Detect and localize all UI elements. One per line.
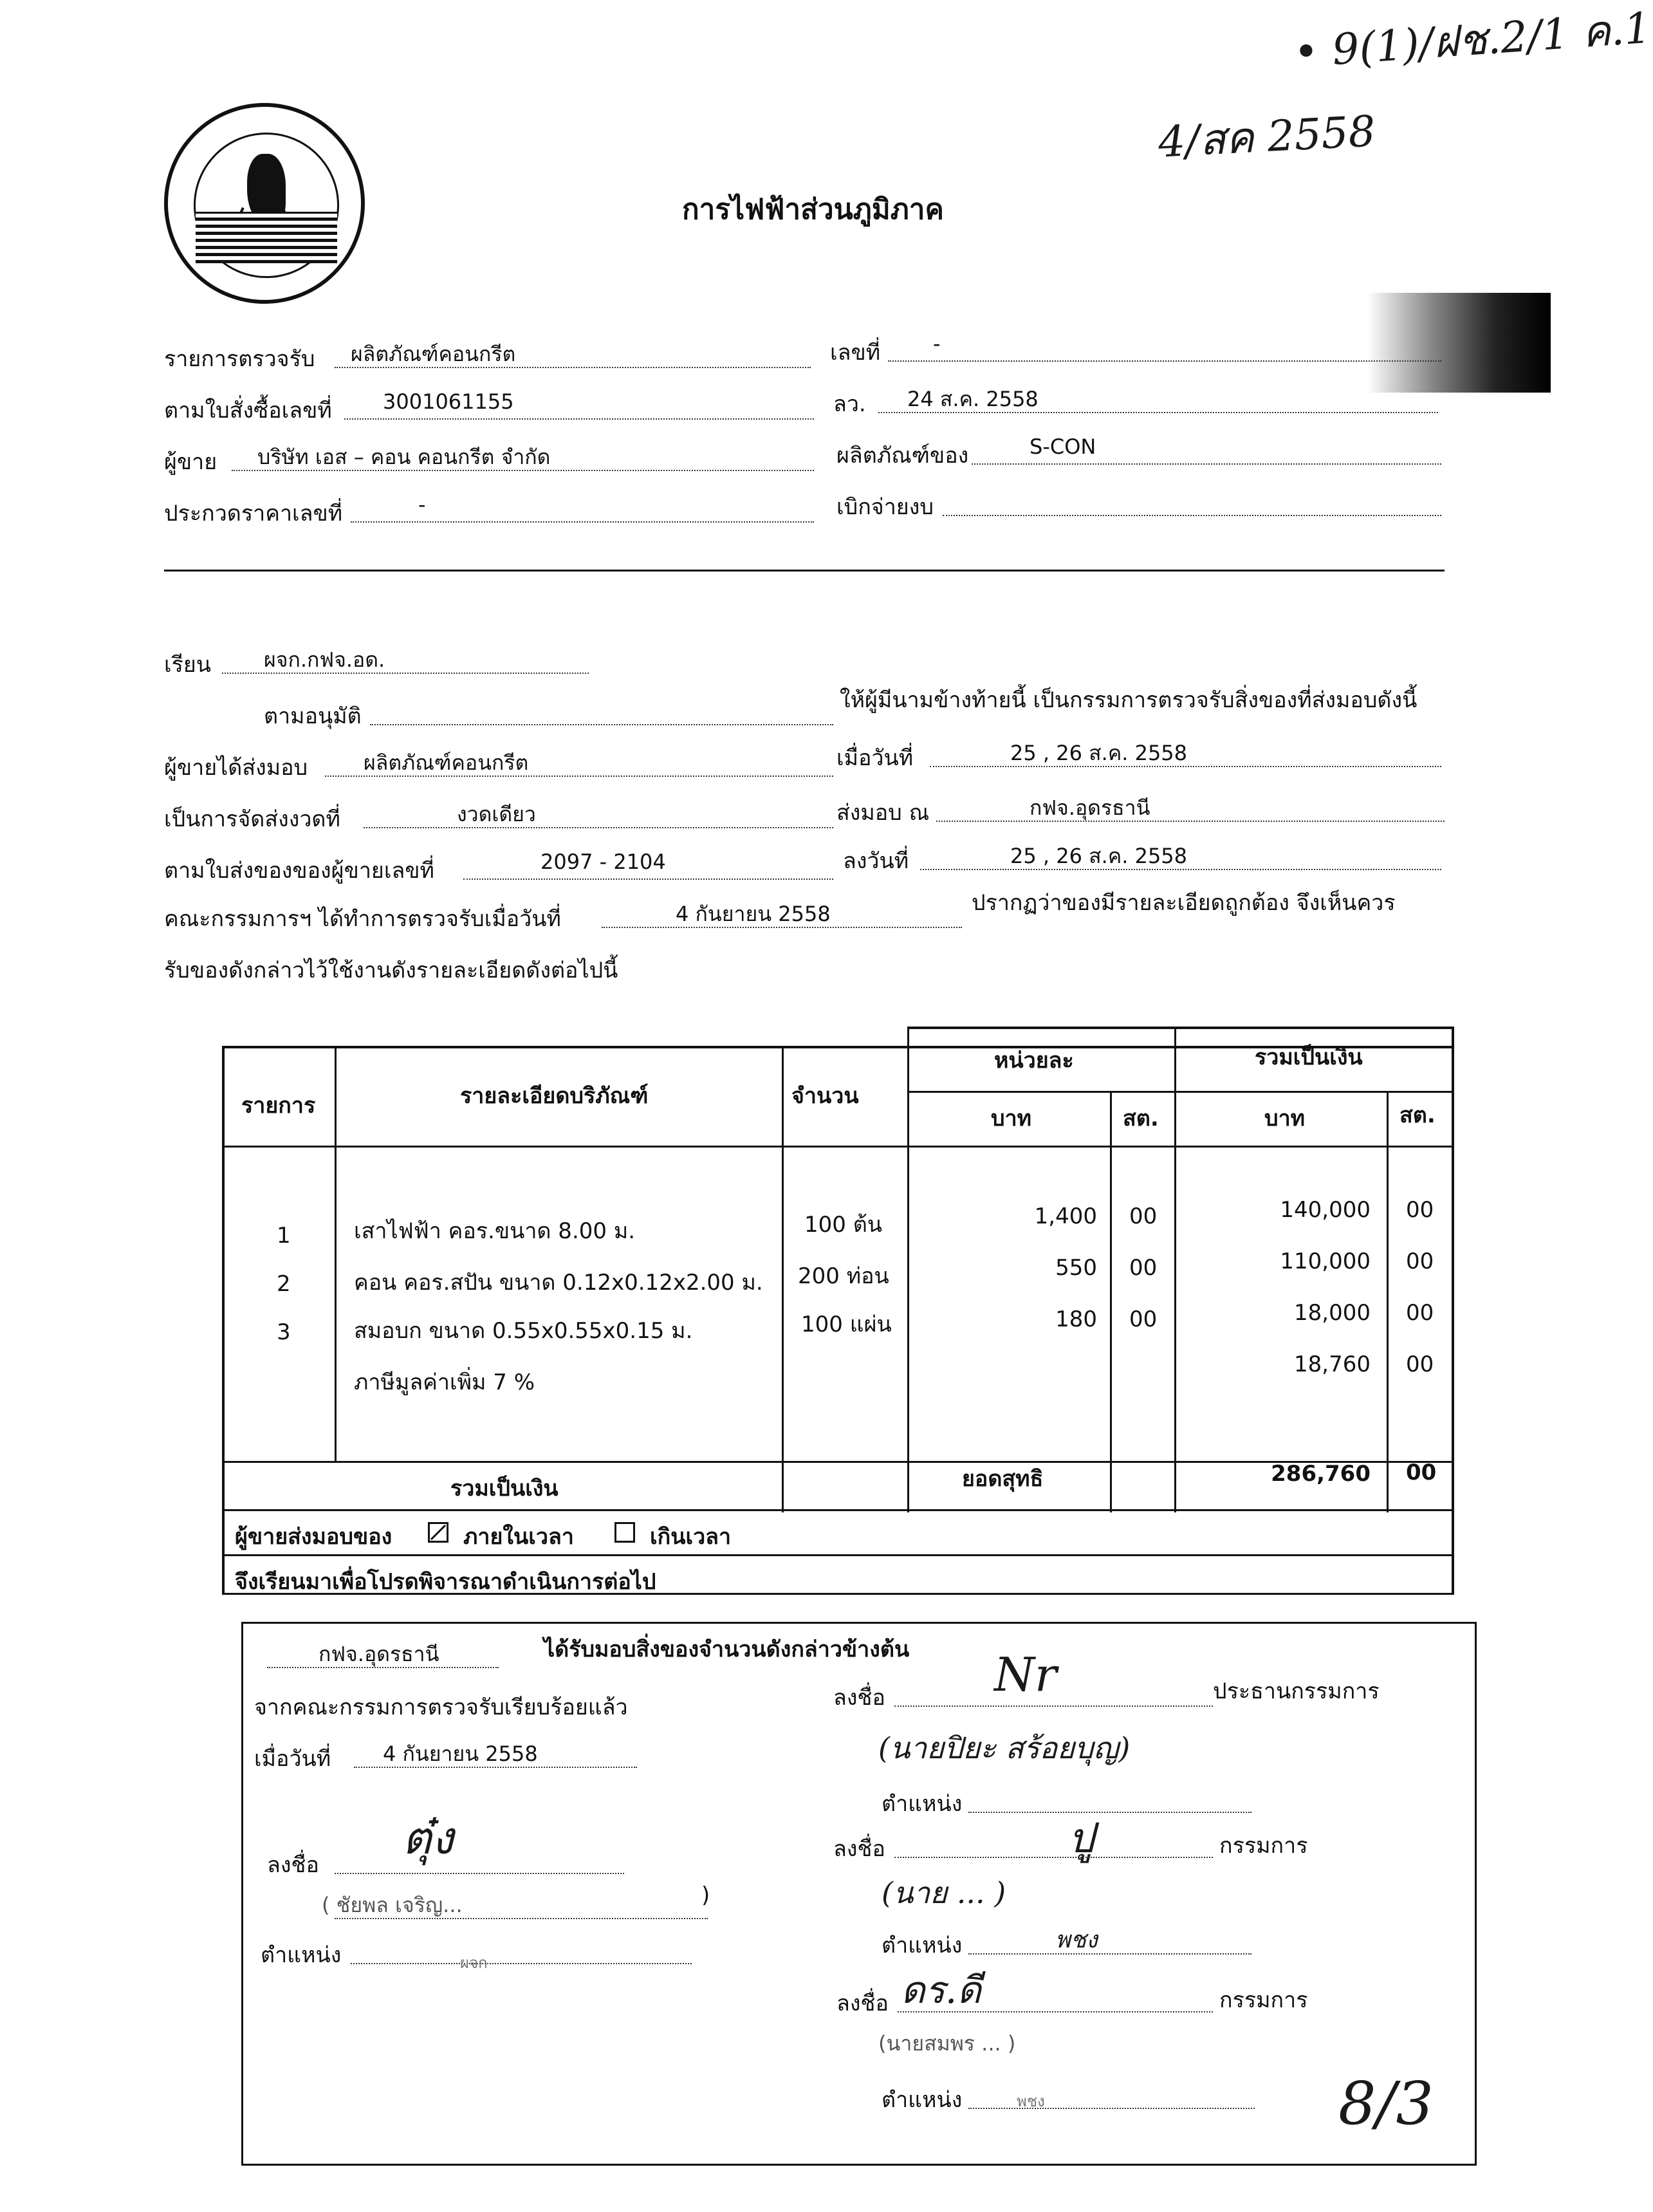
member1-position: พชง (1055, 1927, 1098, 1953)
member2-position: พชง (1017, 2092, 1045, 2110)
on-date-value: 25 , 26 ส.ค. 2558 (1010, 741, 1188, 765)
receiver-position: ผจก (460, 1954, 488, 1972)
approval-text: ให้ผู้มีนามข้างท้ายนี้ เป็นกรรมการตรวจรับสิ่งของที่ส่งมอบดังนี้ (840, 687, 1418, 713)
on-time-label: ภายในเวลา (463, 1524, 574, 1550)
member1-position-label: ตำแหน่ง (882, 1933, 963, 1958)
receiver-signature: ตุ๋ง (402, 1812, 454, 1864)
po-date-value: 24 ส.ค. 2558 (907, 387, 1039, 411)
row-unit-satang: 00 (1129, 1306, 1158, 1332)
dated-value: 25 , 26 ส.ค. 2558 (1010, 844, 1188, 868)
scan-artifact (1367, 293, 1551, 393)
receipt-date-label: เมื่อวันที่ (254, 1746, 331, 1772)
to-value: ผจก.กฟจ.อด. (264, 647, 385, 672)
member2-sign-label: ลงชื่อ (836, 1991, 889, 2016)
header-detail: รายละเอียดบริภัณฑ์ (460, 1083, 649, 1109)
number-label: เลขที่ (830, 340, 881, 366)
deliver-at-value: กฟจ.อุดรธานี (1030, 795, 1150, 820)
pea-logo (164, 103, 365, 304)
handwritten-reference: • 9(1)/ฝช.2/1 ค.1 (1291, 3, 1653, 78)
page-title: การไฟฟ้าส่วนภูมิภาค (682, 193, 944, 226)
row-unit-baht: 550 (1055, 1255, 1097, 1281)
sum-label: รวมเป็นเงิน (450, 1476, 559, 1501)
invoice-label: ตามใบส่งของของผู้ขายเลขที่ (164, 858, 434, 884)
delivery-label: ผู้ขายส่งมอบของ (235, 1524, 392, 1550)
receipt-received-text: ได้รับมอบสิ่งของจำนวนดังกล่าวข้างต้น (544, 1637, 910, 1662)
invoice-value: 2097 - 2104 (540, 850, 666, 874)
seller-label: ผู้ขาย (164, 449, 217, 475)
vat-total-baht: 18,760 (1294, 1352, 1371, 1377)
deliver-at-label: ส่งมอบ ณ (836, 800, 930, 826)
on-date-label: เมื่อวันที่ (836, 745, 914, 771)
member2-position-label: ตำแหน่ง (882, 2087, 963, 2113)
row-qty: 100 ต้น (804, 1212, 883, 1238)
net-total-baht: 286,760 (1271, 1461, 1371, 1487)
on-time-checkbox[interactable] (428, 1522, 448, 1543)
row-number: 1 (277, 1223, 291, 1249)
check-icon (430, 1524, 447, 1541)
chair-position-label: ตำแหน่ง (882, 1791, 963, 1817)
po-label: ตามใบสั่งซื้อเลขที่ (164, 398, 332, 423)
receive-line: รับของดังกล่าวไว้ใช้งานดังรายละเอียดดังต่อไปนี้ (164, 958, 618, 983)
chair-signature: Nr (994, 1648, 1057, 1702)
dated-label: ลงวันที่ (843, 848, 909, 874)
receiver-sign-label: ลงชื่อ (267, 1852, 319, 1878)
row-total-baht: 110,000 (1280, 1249, 1371, 1274)
chair-name: (นายปิยะ สร้อยบุญ) (878, 1731, 1131, 1765)
vat-detail: ภาษีมูลค่าเพิ่ม 7 % (354, 1370, 535, 1395)
bid-value: - (418, 492, 426, 517)
member2-role: กรรมการ (1219, 1987, 1308, 2013)
handwritten-date: 4/สค 2558 (1157, 106, 1377, 167)
row-total-baht: 140,000 (1280, 1197, 1371, 1223)
delivered-value: ผลิตภัณฑ์คอนกรีต (364, 750, 529, 775)
row-number: 3 (277, 1319, 291, 1345)
approval-label: ตามอนุมัติ (264, 703, 362, 729)
item-value: ผลิตภัณฑ์คอนกรีต (351, 342, 516, 366)
receipt-office: กฟจ.อุดรธานี (319, 1642, 439, 1666)
member1-role: กรรมการ (1219, 1833, 1308, 1859)
vat-total-satang: 00 (1406, 1352, 1434, 1377)
po-date-label: ลว. (833, 391, 866, 417)
row-total-satang: 00 (1406, 1300, 1434, 1326)
header-total: รวมเป็นเงิน (1255, 1045, 1363, 1070)
seller-value: บริษัท เอส – คอน คอนกรีต จำกัด (257, 445, 551, 469)
to-label: เรียน (164, 652, 212, 678)
receipt-from-committee: จากคณะกรรมการตรวจรับเรียบร้อยแล้ว (254, 1695, 628, 1720)
member2-signature: ดร.ดี (901, 1968, 981, 2012)
row-total-satang: 00 (1406, 1197, 1434, 1223)
committee-date-value: 4 กันยายน 2558 (676, 902, 831, 926)
installment-value: งวดเดียว (457, 802, 536, 826)
header-unit-baht: บาท (991, 1106, 1032, 1131)
header-qty: จำนวน (791, 1083, 859, 1109)
row-qty: 200 ท่อน (798, 1263, 889, 1289)
committee-result: ปรากฏว่าของมีรายละเอียดถูกต้อง จึงเห็นควร (972, 890, 1396, 916)
row-detail: เสาไฟฟ้า คอร.ขนาด 8.00 ม. (354, 1218, 636, 1244)
receipt-date-value: 4 กันยายน 2558 (383, 1742, 538, 1766)
member1-signature: ปู (1068, 1815, 1094, 1863)
member1-sign-label: ลงชื่อ (833, 1836, 885, 1862)
member2-name: (นายสมพร ... ) (878, 2031, 1016, 2056)
row-total-baht: 18,000 (1294, 1300, 1371, 1326)
row-unit-baht: 180 (1055, 1306, 1097, 1332)
row-detail: คอน คอร.สปัน ขนาด 0.12x0.12x2.00 ม. (354, 1270, 763, 1296)
row-unit-satang: 00 (1129, 1255, 1158, 1281)
row-number: 2 (277, 1271, 291, 1297)
number-value: - (933, 331, 941, 356)
installment-label: เป็นการจัดส่งงวดที่ (164, 806, 340, 832)
net-label: ยอดสุทธิ (962, 1466, 1044, 1492)
product-of-label: ผลิตภัณฑ์ของ (836, 443, 969, 469)
chair-sign-label: ลงชื่อ (833, 1685, 885, 1711)
late-checkbox[interactable] (614, 1522, 635, 1543)
disburse-label: เบิกจ่ายงบ (836, 494, 934, 520)
header-unit-price: หน่วยละ (994, 1048, 1074, 1073)
page-number: 8/3 (1338, 2069, 1434, 2138)
submit-line: จึงเรียนมาเพื่อโปรดพิจารณาดำเนินการต่อไป (235, 1569, 656, 1595)
row-unit-baht: 1,400 (1034, 1204, 1097, 1229)
row-detail: สมอบก ขนาด 0.55x0.55x0.15 ม. (354, 1318, 693, 1344)
row-unit-satang: 00 (1129, 1204, 1158, 1229)
po-value: 3001061155 (383, 389, 514, 414)
committee-date-label: คณะกรรมการฯ ได้ทำการตรวจรับเมื่อวันที่ (164, 906, 561, 932)
header-unit-satang: สต. (1123, 1106, 1159, 1131)
member1-name: (นาย ... ) (882, 1875, 1006, 1910)
section-divider (164, 570, 1445, 572)
header-total-baht: บาท (1264, 1106, 1306, 1131)
late-label: เกินเวลา (650, 1524, 732, 1550)
row-qty: 100 แผ่น (801, 1312, 892, 1337)
item-label: รายการตรวจรับ (164, 346, 315, 372)
chair-role: ประธานกรรมการ (1213, 1678, 1380, 1704)
header-item: รายการ (241, 1093, 316, 1119)
row-total-satang: 00 (1406, 1249, 1434, 1274)
bid-label: ประกวดราคาเลขที่ (164, 501, 343, 526)
net-total-satang: 00 (1406, 1460, 1437, 1485)
product-of-value: S-CON (1030, 434, 1096, 459)
receiver-name: ( ชัยพล เจริญ... (322, 1893, 463, 1917)
receiver-name-close: ) (701, 1882, 710, 1908)
receiver-position-label: ตำแหน่ง (261, 1942, 342, 1968)
delivered-label: ผู้ขายได้ส่งมอบ (164, 755, 308, 781)
header-total-satang: สต. (1399, 1102, 1436, 1128)
